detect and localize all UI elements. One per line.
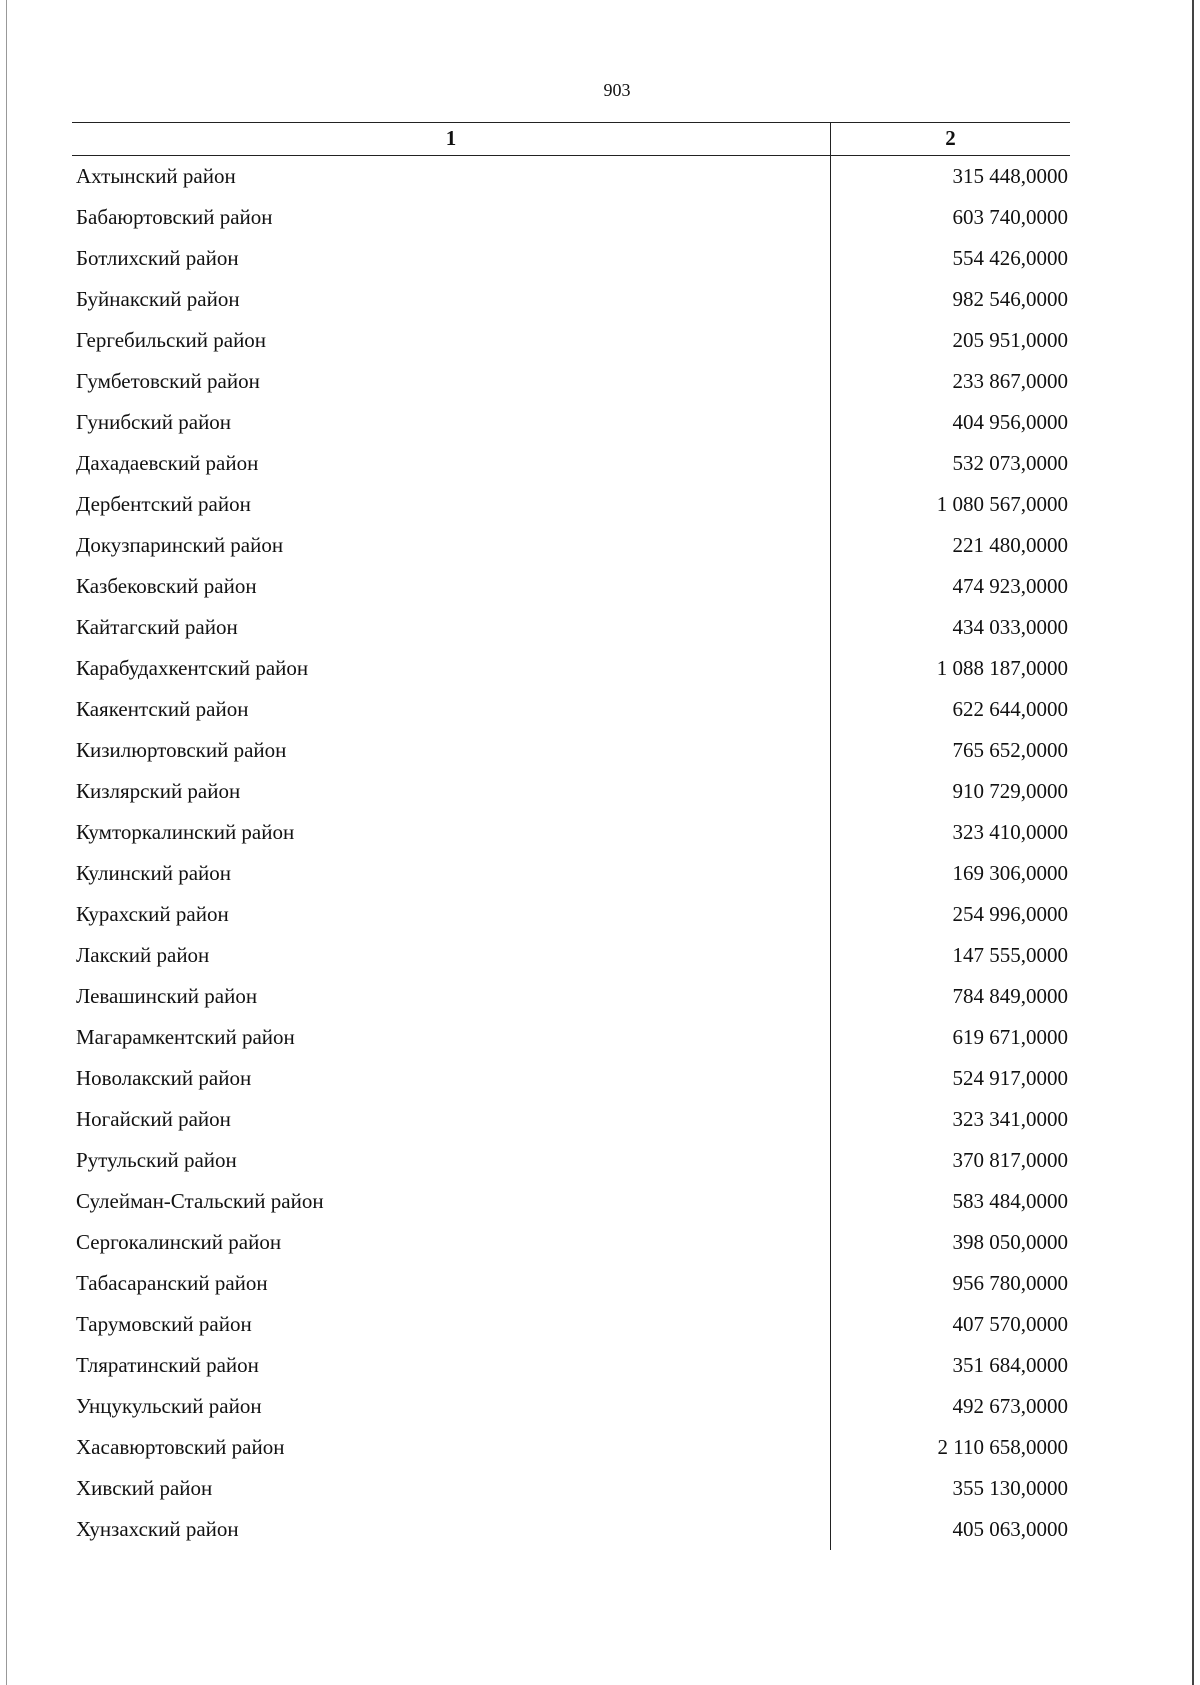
table-row	[72, 361, 1070, 402]
district-amount: 1 088 187,0000	[936, 656, 1068, 680]
table-row	[72, 1058, 1070, 1099]
district-amount: 370 817,0000	[952, 1148, 1068, 1172]
table-row	[72, 771, 1070, 812]
column-divider	[830, 156, 831, 1550]
district-name: Рутульский район	[76, 1148, 237, 1172]
table-row	[72, 648, 1070, 689]
table-row	[72, 156, 1070, 197]
district-amount: 398 050,0000	[952, 1230, 1068, 1254]
table-row	[72, 853, 1070, 894]
district-amount: 147 555,0000	[952, 943, 1068, 967]
district-amount: 254 996,0000	[952, 902, 1068, 926]
district-amount: 982 546,0000	[952, 287, 1068, 311]
table-body	[72, 156, 1070, 1550]
table-row	[72, 443, 1070, 484]
district-amount: 784 849,0000	[952, 984, 1068, 1008]
table-row	[72, 566, 1070, 607]
district-name: Левашинский район	[76, 984, 258, 1008]
table-row	[72, 1017, 1070, 1058]
district-name: Хунзахский район	[76, 1517, 239, 1541]
district-amount: 532 073,0000	[952, 451, 1068, 475]
table-row	[72, 976, 1070, 1017]
table-row	[72, 525, 1070, 566]
district-amount: 323 410,0000	[952, 820, 1068, 844]
table-row	[72, 607, 1070, 648]
table-row	[72, 197, 1070, 238]
table-row	[72, 1263, 1070, 1304]
district-name: Докузпаринский район	[76, 533, 284, 557]
table-row	[72, 1140, 1070, 1181]
table-row	[72, 320, 1070, 361]
district-amount: 554 426,0000	[952, 246, 1068, 270]
district-amount: 221 480,0000	[952, 533, 1068, 557]
district-name: Тарумовский район	[76, 1312, 252, 1336]
district-amount: 765 652,0000	[952, 738, 1068, 762]
column-header-1: 1	[72, 123, 831, 155]
table-row	[72, 935, 1070, 976]
district-amount: 351 684,0000	[952, 1353, 1068, 1377]
district-name: Карабудахкентский район	[76, 656, 309, 680]
district-name: Буйнакский район	[76, 287, 240, 311]
district-amount: 622 644,0000	[952, 697, 1068, 721]
table-row	[72, 484, 1070, 525]
district-amount: 619 671,0000	[952, 1025, 1068, 1049]
district-name: Кайтагский район	[76, 615, 238, 639]
district-amount: 603 740,0000	[952, 205, 1068, 229]
table-row	[72, 1427, 1070, 1468]
district-amount: 169 306,0000	[952, 861, 1068, 885]
district-name: Ботлихский район	[76, 246, 239, 270]
table-row	[72, 1222, 1070, 1263]
table-row	[72, 402, 1070, 443]
district-name: Новолакский район	[76, 1066, 252, 1090]
district-amount: 492 673,0000	[952, 1394, 1068, 1418]
column-header-2: 2	[945, 126, 956, 150]
district-amount: 474 923,0000	[952, 574, 1068, 598]
table-row	[72, 894, 1070, 935]
district-name: Лакский район	[76, 943, 210, 967]
district-name: Каякентский район	[76, 697, 249, 721]
district-name: Гунибский район	[76, 410, 232, 434]
district-name: Гергебильский район	[76, 328, 267, 352]
table-row	[72, 1181, 1070, 1222]
table-row	[72, 1345, 1070, 1386]
district-amount: 315 448,0000	[952, 164, 1068, 188]
district-amount: 2 110 658,0000	[937, 1435, 1068, 1459]
district-name: Гумбетовский район	[76, 369, 260, 393]
district-amount: 524 917,0000	[952, 1066, 1068, 1090]
district-name: Кумторкалинский район	[76, 820, 295, 844]
district-amount: 233 867,0000	[952, 369, 1068, 393]
district-amount: 405 063,0000	[952, 1517, 1068, 1541]
district-amount: 205 951,0000	[952, 328, 1068, 352]
district-name: Кизилюртовский район	[76, 738, 287, 762]
district-amount: 404 956,0000	[952, 410, 1068, 434]
district-name: Кулинский район	[76, 861, 232, 885]
district-amount: 355 130,0000	[952, 1476, 1068, 1500]
table-row	[72, 1099, 1070, 1140]
district-name: Дербентский район	[76, 492, 251, 516]
district-name: Хивский район	[76, 1476, 213, 1500]
district-name: Бабаюртовский район	[76, 205, 273, 229]
district-name: Сергокалинский район	[76, 1230, 282, 1254]
district-name: Ахтынский район	[76, 164, 236, 188]
district-name: Унцукульский район	[76, 1394, 262, 1418]
table-row	[72, 1386, 1070, 1427]
district-amount: 1 080 567,0000	[936, 492, 1068, 516]
district-name: Казбековский район	[76, 574, 257, 598]
district-name: Магарамкентский район	[76, 1025, 295, 1049]
table-row	[72, 1468, 1070, 1509]
district-amount: 956 780,0000	[952, 1271, 1068, 1295]
table-header	[72, 122, 1070, 156]
district-amount: 407 570,0000	[952, 1312, 1068, 1336]
district-amount: 323 341,0000	[952, 1107, 1068, 1131]
table-row	[72, 812, 1070, 853]
table-row	[72, 238, 1070, 279]
district-name: Ногайский район	[76, 1107, 231, 1131]
district-name: Кизлярский район	[76, 779, 241, 803]
table-row	[72, 279, 1070, 320]
district-name: Дахадаевский район	[76, 451, 259, 475]
page-number: 903	[603, 80, 631, 100]
district-name: Хасавюртовский район	[76, 1435, 285, 1459]
table-row	[72, 730, 1070, 771]
district-amount: 910 729,0000	[952, 779, 1068, 803]
table-row	[72, 689, 1070, 730]
district-name: Табасаранский район	[76, 1271, 268, 1295]
district-amount: 583 484,0000	[952, 1189, 1068, 1213]
table-row	[72, 1304, 1070, 1345]
district-table	[72, 122, 1070, 1550]
district-name: Тляратинский район	[76, 1353, 259, 1377]
district-name: Курахский район	[76, 902, 229, 926]
district-name: Сулейман-Стальский район	[76, 1189, 324, 1213]
district-amount: 434 033,0000	[952, 615, 1068, 639]
page-edge-right	[1192, 0, 1194, 1685]
table-row	[72, 1509, 1070, 1550]
page-edge-left	[6, 0, 7, 1685]
